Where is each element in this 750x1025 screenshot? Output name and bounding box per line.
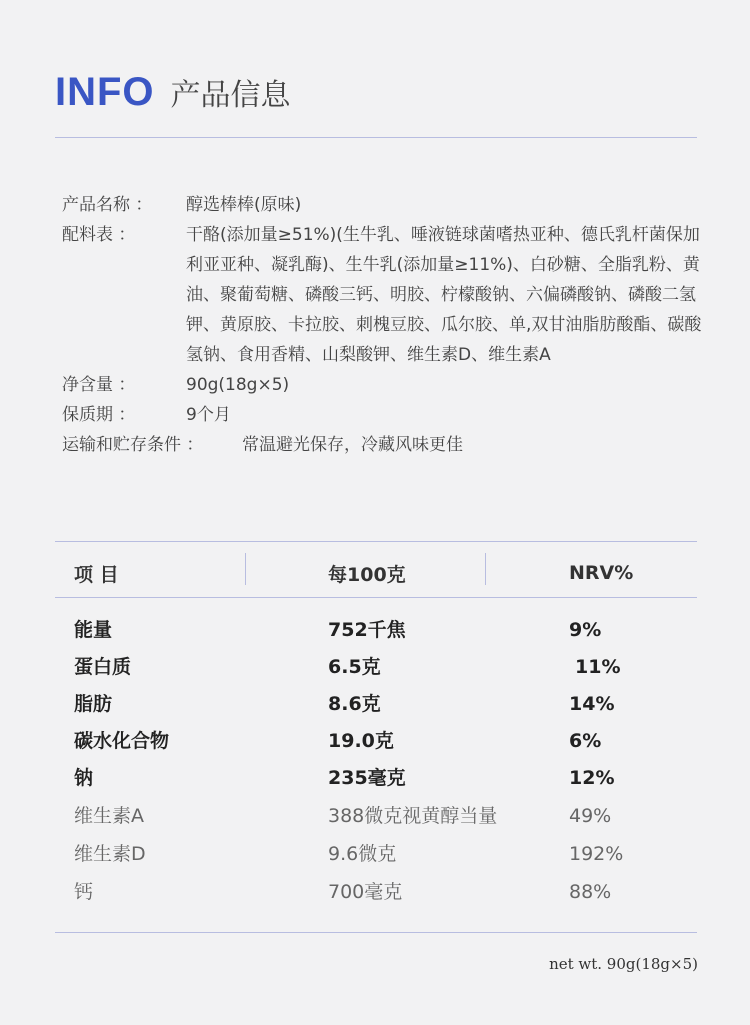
table-row: [0, 838, 750, 870]
nutrient-amount: 19.0克: [328, 730, 394, 752]
nutrient-name: 维生素D: [74, 843, 146, 865]
nutrient-amount: 700毫克: [328, 881, 403, 903]
nutrient-nrv: 9%: [569, 619, 602, 641]
page-header: [55, 70, 291, 115]
table-row: [0, 688, 750, 720]
detail-row-shelf-life: [62, 400, 702, 430]
col-header-nrv: NRV%: [569, 562, 634, 584]
nutrient-name: 维生素A: [74, 805, 144, 827]
nutrient-nrv: 12%: [569, 767, 615, 789]
table-bottom-rule: [55, 932, 697, 933]
col-header-item: 项 目: [74, 563, 119, 586]
nutrient-nrv: 11%: [575, 656, 621, 678]
nutrient-name: 蛋白质: [74, 656, 132, 678]
detail-value: 9个月: [186, 405, 231, 425]
nutrient-name: 脂肪: [74, 693, 113, 715]
col-separator: [485, 553, 486, 585]
detail-label: 产品名称 ：: [62, 195, 153, 215]
detail-row-storage: [62, 430, 702, 460]
table-row: [0, 762, 750, 794]
nutrient-nrv: 14%: [569, 693, 615, 715]
table-row: [0, 800, 750, 832]
detail-label: 运输和贮存条件 ：: [62, 435, 204, 455]
col-header-per100g: 每100克: [328, 563, 406, 586]
net-weight-note: net wt. 90g(18g×5): [549, 955, 698, 973]
detail-value: 常温避光保存，冷藏风味更佳: [242, 435, 463, 455]
product-info-title: 产品信息: [170, 78, 291, 113]
nutrient-name: 钙: [74, 881, 94, 903]
table-row: [0, 614, 750, 646]
nutrient-nrv: 192%: [569, 843, 624, 865]
detail-label: 保质期 ：: [62, 405, 136, 425]
detail-value: 干酪(添加量≥51%)(生牛乳、唾液链球菌嗜热亚种、德氏乳杆菌保加利亚亚种、凝乳酶)、生牛乳(添加量≥11%)、白砂糖、全脂乳粉、黄油、聚葡萄糖、磷酸三钙、明胶、柠檬酸钠、六偏磷酸钠、磷酸二氢钾、黄原胶、卡拉胶、刺槐豆胶、瓜尔胶、单,双甘油脂肪酸酯、碳酸氢钠、食用香精、山梨酸钾、维生素D、维生素A: [186, 225, 702, 365]
table-row: [0, 725, 750, 757]
product-details: [62, 190, 702, 460]
table-top-rule: [55, 541, 697, 542]
nutrient-nrv: 49%: [569, 805, 612, 827]
col-separator: [245, 553, 246, 585]
table-row: [0, 651, 750, 683]
detail-row-net-content: [62, 370, 702, 400]
nutrient-amount: 388微克视黄醇当量: [328, 805, 498, 827]
info-heading: INFO: [55, 70, 155, 114]
header-divider: [55, 137, 697, 138]
nutrient-amount: 8.6克: [328, 693, 381, 715]
detail-label: 配料表 ：: [62, 225, 136, 245]
detail-value: 醇选棒棒(原味): [186, 195, 302, 215]
nutrient-amount: 752千焦: [328, 619, 406, 641]
nutrient-amount: 9.6微克: [328, 843, 397, 865]
detail-value: 90g(18g×5): [186, 375, 290, 395]
table-row: [0, 876, 750, 908]
nutrient-nrv: 6%: [569, 730, 602, 752]
nutrient-name: 能量: [74, 619, 113, 641]
detail-label: 净含量 ：: [62, 375, 136, 395]
detail-row-name: [62, 190, 702, 220]
nutrient-name: 钠: [74, 767, 94, 789]
nutrient-amount: 235毫克: [328, 767, 406, 789]
nutrient-amount: 6.5克: [328, 656, 381, 678]
detail-row-ingredients: [62, 220, 702, 370]
nutrient-nrv: 88%: [569, 881, 612, 903]
table-header-rule: [55, 597, 697, 598]
nutrient-name: 碳水化合物: [74, 730, 170, 752]
